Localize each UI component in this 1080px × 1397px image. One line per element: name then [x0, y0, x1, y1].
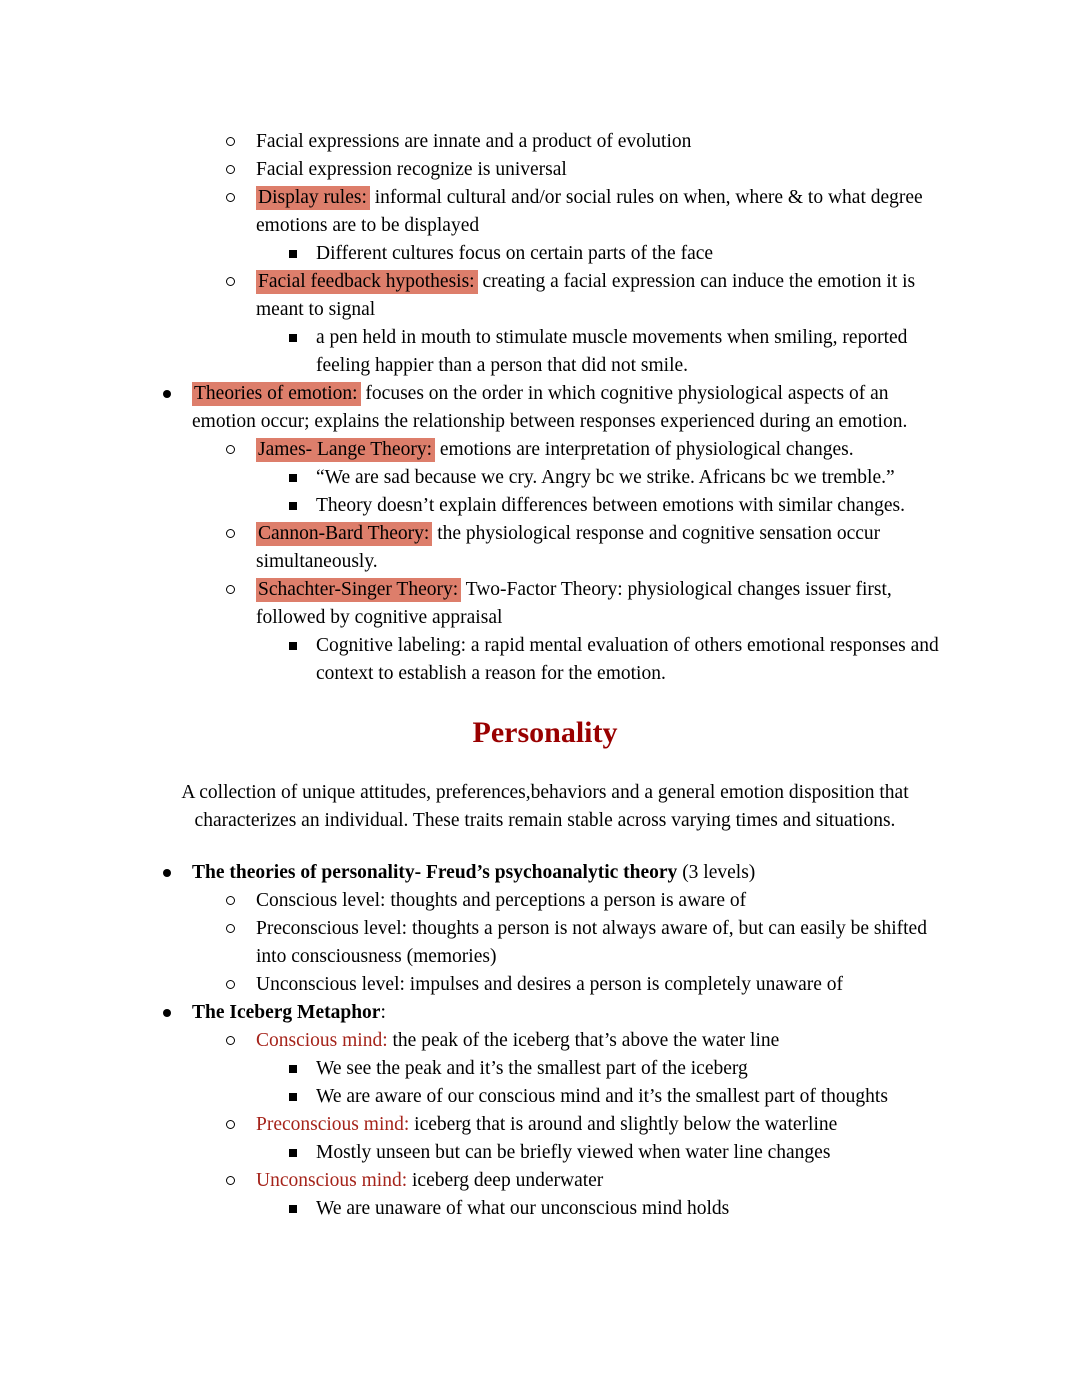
list-item — [133, 1139, 957, 1167]
text-run: iceberg that is around and slightly below the waterline — [409, 1114, 838, 1135]
hollow-circle-bullet-icon — [226, 445, 235, 454]
list-item — [133, 324, 957, 380]
text-run: Cognitive labeling: a rapid mental evaluation of others emotional responses and context to establish a reason for the emotion. — [316, 635, 939, 684]
heading-text: Personality — [472, 716, 618, 749]
text-run: Preconscious level: thoughts a person is not always aware of, but can easily be shifted into consciousness (memories) — [256, 918, 927, 967]
red-term: Unconscious mind: — [256, 1170, 408, 1191]
hollow-circle-bullet-icon — [226, 896, 235, 905]
list-item — [133, 240, 957, 268]
text-run: Different cultures focus on certain parts of the face — [316, 243, 714, 264]
filled-square-bullet-icon — [289, 1149, 297, 1157]
hollow-circle-bullet-icon — [226, 924, 235, 933]
red-term: Preconscious mind: — [256, 1114, 410, 1135]
list-item — [133, 887, 957, 915]
personality-intro-paragraph — [133, 779, 957, 835]
text-run: Two-Factor Theory: physiological changes issuer first, followed by cognitive appraisal — [256, 579, 892, 628]
text-run: creating a facial expression can induce the emotion it is meant to signal — [256, 271, 916, 320]
list-item — [133, 380, 957, 436]
filled-square-bullet-icon — [289, 502, 297, 510]
hollow-circle-bullet-icon — [226, 1120, 235, 1129]
text-run: iceberg deep underwater — [407, 1170, 604, 1191]
hollow-circle-bullet-icon — [226, 165, 235, 174]
list-item — [133, 632, 957, 688]
hollow-circle-bullet-icon — [226, 1036, 235, 1045]
hollow-circle-bullet-icon — [226, 137, 235, 146]
list-item — [133, 915, 957, 971]
list-item — [133, 520, 957, 576]
text-run: Mostly unseen but can be briefly viewed when water line changes — [316, 1142, 831, 1163]
text-run: Conscious level: thoughts and perceptions a person is aware of — [256, 890, 747, 911]
text-run: informal cultural and/or social rules on when, where & to what degree emotions are to be displayed — [256, 187, 923, 236]
filled-circle-bullet-icon — [163, 390, 171, 398]
hollow-circle-bullet-icon — [226, 529, 235, 538]
text-run: emotions are interpretation of physiological changes. — [435, 439, 854, 460]
highlighted-term: Facial feedback hypothesis: — [256, 270, 478, 294]
bold-text: The Iceberg Metaphor — [192, 1002, 381, 1023]
filled-square-bullet-icon — [289, 642, 297, 650]
filled-circle-bullet-icon — [163, 869, 171, 877]
list-item — [133, 128, 957, 156]
text-run: the physiological response and cognitive sensation occur simultaneously. — [256, 523, 881, 572]
filled-square-bullet-icon — [289, 1093, 297, 1101]
list-item — [133, 1167, 957, 1195]
text-run: Facial expressions are innate and a product of evolution — [256, 131, 692, 152]
list-item — [133, 492, 957, 520]
filled-square-bullet-icon — [289, 334, 297, 342]
document-content — [133, 128, 957, 1223]
text-run: We are unaware of what our unconscious mind holds — [316, 1198, 730, 1219]
highlighted-term: Schachter-Singer Theory: — [256, 578, 461, 602]
highlighted-term: Display rules: — [256, 186, 370, 210]
filled-square-bullet-icon — [289, 474, 297, 482]
list-item — [133, 1027, 957, 1055]
text-run: a pen held in mouth to stimulate muscle movements when smiling, reported feeling happier than a person that did not smile. — [316, 327, 908, 376]
text-run: A collection of unique attitudes, preferences,behaviors and a general emotion disposition that characterizes an individual. These traits remain stable across varying times and situations. — [181, 782, 909, 831]
list-item — [133, 1195, 957, 1223]
list-item — [133, 1083, 957, 1111]
section-heading-personality — [133, 714, 957, 752]
highlighted-term: James- Lange Theory: — [256, 438, 435, 462]
list-item — [133, 268, 957, 324]
list-item — [133, 1111, 957, 1139]
list-item — [133, 156, 957, 184]
text-run: “We are sad because we cry. Angry bc we strike. Africans bc we tremble.” — [316, 467, 895, 488]
text-run: : — [380, 1002, 386, 1023]
hollow-circle-bullet-icon — [226, 193, 235, 202]
filled-square-bullet-icon — [289, 250, 297, 258]
list-item — [133, 436, 957, 464]
red-term: Conscious mind: — [256, 1030, 388, 1051]
bold-text: The theories of personality- Freud’s psychoanalytic theory — [192, 862, 678, 883]
text-run: Theory doesn’t explain differences between emotions with similar changes. — [316, 495, 905, 516]
list-item — [133, 1055, 957, 1083]
list-item — [133, 576, 957, 632]
filled-square-bullet-icon — [289, 1065, 297, 1073]
hollow-circle-bullet-icon — [226, 277, 235, 286]
text-run: the peak of the iceberg that’s above the water line — [387, 1030, 780, 1051]
highlighted-term: Cannon-Bard Theory: — [256, 522, 432, 546]
hollow-circle-bullet-icon — [226, 980, 235, 989]
hollow-circle-bullet-icon — [226, 585, 235, 594]
list-item — [133, 971, 957, 999]
text-run: Facial expression recognize is universal — [256, 159, 567, 180]
filled-square-bullet-icon — [289, 1205, 297, 1213]
text-run: We see the peak and it’s the smallest part of the iceberg — [316, 1058, 748, 1079]
text-run: focuses on the order in which cognitive physiological aspects of an emotion occur; explains the relationship between responses experienced during an emotion. — [192, 383, 908, 432]
hollow-circle-bullet-icon — [226, 1176, 235, 1185]
text-run: Unconscious level: impulses and desires a person is completely unaware of — [256, 974, 844, 995]
text-run: (3 levels) — [677, 862, 756, 883]
list-item — [133, 859, 957, 887]
list-item — [133, 999, 957, 1027]
highlighted-term: Theories of emotion: — [192, 382, 361, 406]
list-item — [133, 184, 957, 240]
filled-circle-bullet-icon — [163, 1009, 171, 1017]
text-run: We are aware of our conscious mind and it’s the smallest part of thoughts — [316, 1086, 888, 1107]
list-item — [133, 464, 957, 492]
